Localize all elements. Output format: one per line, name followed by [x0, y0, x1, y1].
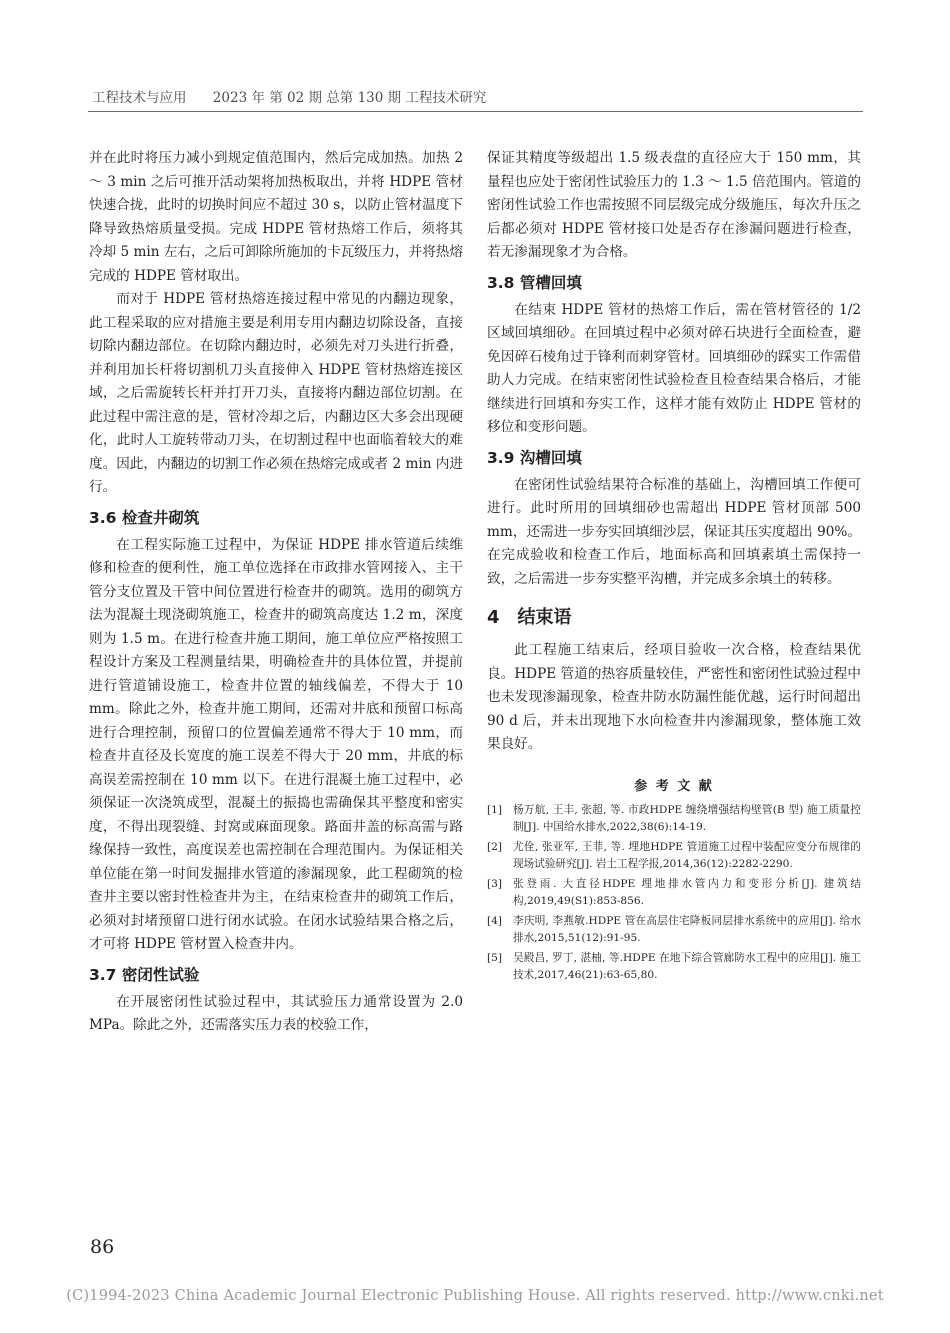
section-heading-3-9: 3.9 沟槽回填 [487, 448, 582, 467]
journal-name: 工程技术与应用 [92, 90, 187, 106]
paragraph: 并在此时将压力减小到规定值范围内，然后完成加热。加热 2 ～ 3 min 之后可推开活动架将加热板取出，并将 HDPE 管材快速合拢，此时的切换时间应不超过 30 s，以防止管材温度下降导致热熔质量受损。完成 HDPE 管材热熔工作后，须将其冷却 5 min 左右，之后可卸除所施加的卡瓦级压力，并将热熔完成的 HDPE 管材取出。 [89, 150, 463, 284]
reference-item [487, 913, 861, 948]
section-number: 4 [487, 607, 500, 628]
references-title: 参 考 文 献 [634, 778, 714, 794]
copyright-footer: (C)1994-2023 China Academic Journal Electronic Publishing House. All rights reserved. http://www.cnki.net [66, 1288, 884, 1304]
header-rule [88, 111, 863, 112]
reference-text: 杨万航, 王丰, 张超, 等. 市政HDPE 缠绕增强结构壁管(B 型) 施工质量控制[J]. 中国给水排水,2022,38(6):14-19. [513, 803, 861, 833]
reference-text: 张登雨. 大直径HDPE 埋地排水管内力和变形分析[J]. 建筑结构,2019,49(S1):853-856. [513, 877, 861, 907]
reference-text: 尤佺, 张亚军, 王菲, 等. 埋地HDPE 管道施工过程中装配应变分布规律的现场试验研究[J]. 岩土工程学报,2014,36(12):2282-2290. [513, 840, 861, 870]
reference-item [487, 839, 861, 874]
paragraph: 而对于 HDPE 管材热熔连接过程中常见的内翻边现象，此工程采取的应对措施主要是利用专用内翻边切除设备，直接切除内翻边部位。在切除内翻边时，必须先对刀头进行折叠，并利用加长杆将切割机刀头直接伸入 HDPE 管材热熔连接区域，之后需旋转长杆并打开刀头，直接将内翻边部位切割。在此过程中需注意的是，管材冷却之后，内翻边区大多会出现硬化，此时人工旋转带动刀头，在切割过程中也面临着较大的难度。因此，内翻边的切割工作必须在热熔完成或者 2 min 内进行。 [89, 291, 463, 495]
section-heading-4 [487, 605, 861, 631]
reference-item [487, 876, 861, 911]
section-heading-3-7: 3.7 密闭性试验 [89, 965, 200, 984]
section-heading-3-8: 3.8 管槽回填 [487, 273, 582, 292]
issue-info: 2023 年 第 02 期 总第 130 期 工程技术研究 [212, 90, 487, 106]
right-column [487, 147, 861, 987]
reference-text: 吴殿昌, 罗丁, 湛柚, 等.HDPE 在地下综合管廊防水工程中的应用[J]. 施工技术,2017,46(21):63-65,80. [513, 951, 861, 981]
reference-item [487, 950, 861, 985]
reference-index: [2] [487, 840, 503, 853]
running-header [92, 86, 862, 106]
reference-index: [1] [487, 803, 503, 816]
page-number: 86 [90, 1236, 115, 1258]
reference-index: [4] [487, 914, 503, 927]
paragraph: 在工程实际施工过程中，为保证 HDPE 排水管道后续维修和检查的便利性，施工单位选择在市政排水管网接入、主干管分支位置及干管中间位置进行检查井的砌筑。选用的砌筑方法为混凝土现浇砌筑施工，检查井的砌筑高度达 1.2 m，深度则为 1.5 m。在进行检查井施工期间，施工单位应严格按照工程设计方案及工程测量结果，明确检查井的具体位置，并提前进行管道铺设施工，检查井位置的轴线偏差，不得大于 10 mm。除此之外，检查井施工期间，还需对井底和预留口标高进行合理控制，预留口的位置偏差通常不得大于 10 mm，而检查井直径及长宽度的施工误差不得大于 20 mm，井底的标高误差需控制在 10 mm 以下。在进行混凝土施工过程中，必须保证一次浇筑成型，混凝土的振捣也需确保其平整度和密实度，不得出现裂缝、封窝或麻面现象。路面井盖的标高需与路缘保持一致性，高度误差也需控制在合理范围内。为保证相关单位能在第一时间发掘排水管道的渗漏现象，此工程砌筑的检查井主要以密封性检查井为主，在结束检查井的砌筑工作后，必须对封堵预留口进行闭水试验。在闭水试验结果合格之后，才可将 HDPE 管材置入检查井内。 [89, 536, 463, 952]
paragraph: 保证其精度等级超出 1.5 级表盘的直径应大于 150 mm，其量程也应处于密闭性试验压力的 1.3 ～ 1.5 倍范围内。管道的密闭性试验工作也需按照不同层级完成分级施压，每次升压之后都必须对 HDPE 管材接口处是否存在渗漏问题进行检查，若无渗漏现象才为合格。 [487, 150, 861, 260]
reference-item [487, 802, 861, 837]
section-heading-3-6: 3.6 检查井砌筑 [89, 508, 200, 527]
paragraph: 此工程施工结束后，经项目验收一次合格，检查结果优良。HDPE 管道的热容质量较佳，严密性和密闭性试验过程中也未发现渗漏现象，检查井防水防漏性能优越，运行时间超出 90 d 后，并未出现地下水向检查井内渗漏现象，整体施工效果良好。 [487, 642, 861, 752]
paragraph: 在开展密闭性试验过程中，其试验压力通常设置为 2.0 MPa。除此之外，还需落实压力表的校验工作， [89, 993, 463, 1033]
references-list [487, 802, 861, 985]
reference-index: [3] [487, 877, 503, 890]
reference-index: [5] [487, 951, 503, 964]
reference-text: 李庆明, 李燕敏.HDPE 管在高层住宅降板同层排水系统中的应用[J]. 给水排水,2015,51(12):91-95. [513, 914, 861, 944]
section-title: 结束语 [517, 607, 572, 628]
paragraph: 在结束 HDPE 管材的热熔工作后，需在管材管径的 1/2 区域回填细砂。在回填过程中必须对碎石块进行全面检查，避免因碎石棱角过于锋利而刺穿管材。回填细砂的踩实工作需借助人力完成。在结束密闭性试验检查且检查结果合格后，才能继续进行回填和夯实工作，这样才能有效防止 HDPE 管材的移位和变形问题。 [487, 301, 861, 435]
left-column [89, 147, 463, 1038]
paragraph: 在密闭性试验结果符合标准的基础上，沟槽回填工作便可进行。此时所用的回填细砂也需超出 HDPE 管材顶部 500 mm，还需进一步夯实回填细沙层，保证其压实度超出 90%。在完成验收和检查工作后，地面标高和回填素填土需保持一致，之后需进一步夯实整平沟槽，并完成多余填土的转移。 [487, 476, 861, 587]
